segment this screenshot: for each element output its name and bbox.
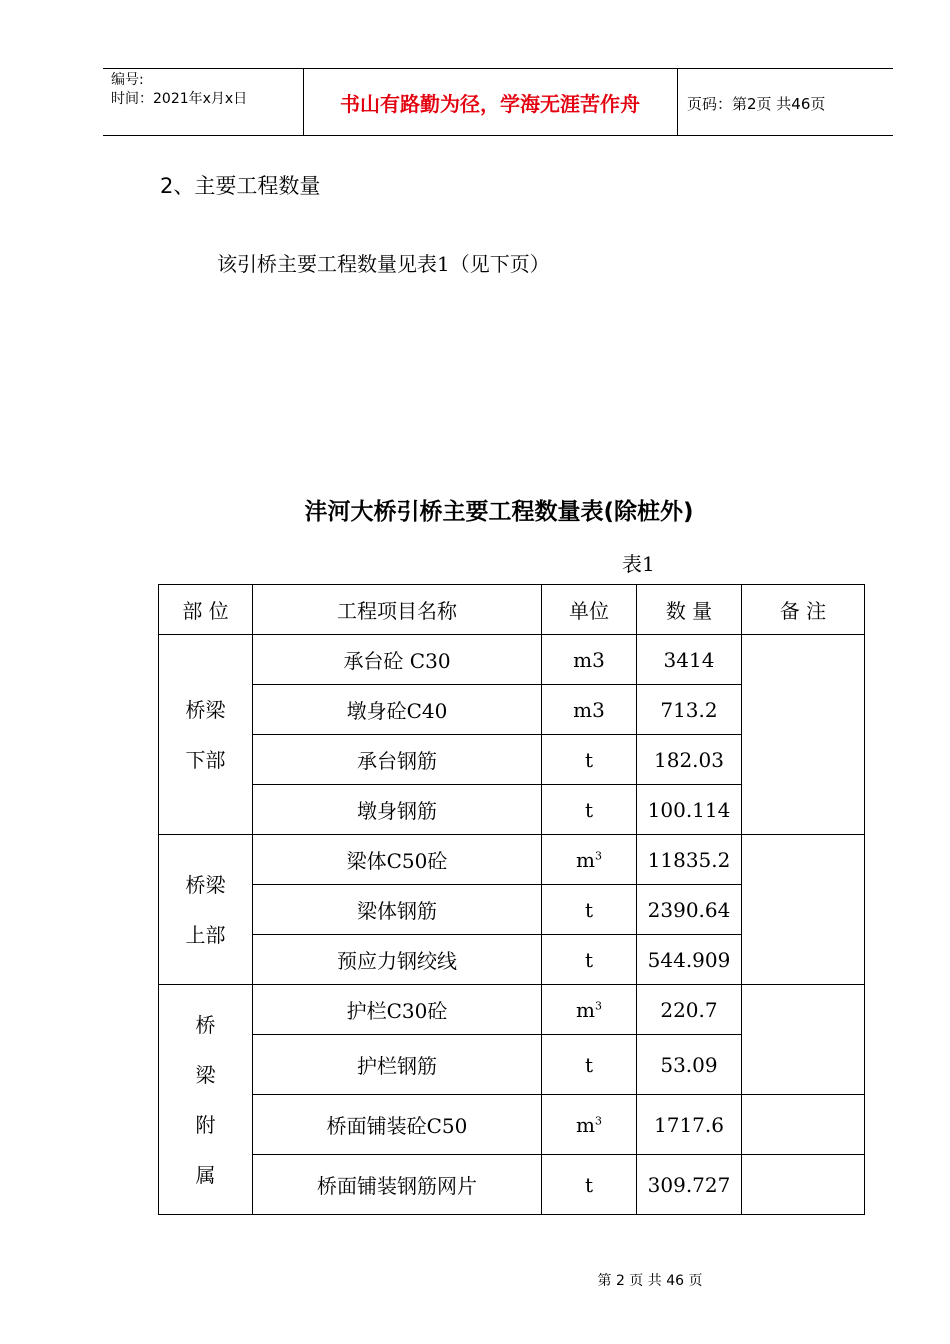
group-cell: 桥梁 下部 — [159, 635, 253, 835]
unit-cell: $m^3$ — [542, 985, 637, 1035]
qty-cell: 182.03 — [637, 735, 742, 785]
paragraph: 该引桥主要工程数量见表1（见下页） — [217, 252, 550, 276]
table-row — [159, 985, 865, 1035]
unit-cell: t — [542, 885, 637, 935]
page-header — [103, 68, 893, 136]
qty-cell: 100.114 — [637, 785, 742, 835]
column-header: 工程项目名称 — [253, 585, 542, 635]
item-cell: 墩身钢筋 — [253, 785, 542, 835]
unit-cell: t — [542, 1035, 637, 1095]
item-cell: 护栏C30砼 — [253, 985, 542, 1035]
section-title: 2、主要工程数量 — [160, 174, 321, 198]
remark-cell — [742, 1095, 865, 1155]
remark-cell — [742, 835, 865, 985]
qty-cell: 53.09 — [637, 1035, 742, 1095]
table-row — [159, 835, 865, 885]
page-footer: 第 2 页 共 46 页 — [597, 1273, 703, 1289]
group-cell: 桥梁 上部 — [159, 835, 253, 985]
unit-cell: t — [542, 735, 637, 785]
group-cell: 桥 梁 附 属 — [159, 985, 253, 1215]
table-header-row — [159, 585, 865, 635]
qty-cell: 220.7 — [637, 985, 742, 1035]
unit-cell: t — [542, 935, 637, 985]
unit-cell: t — [542, 785, 637, 835]
unit-cell: t — [542, 1155, 637, 1215]
remark-cell — [742, 635, 865, 835]
qty-cell: 713.2 — [637, 685, 742, 735]
qty-cell: 3414 — [637, 635, 742, 685]
table-row — [159, 635, 865, 685]
item-cell: 桥面铺装钢筋网片 — [253, 1155, 542, 1215]
header-divider — [677, 69, 678, 135]
column-header: 数 量 — [637, 585, 742, 635]
quantity-table — [158, 584, 865, 1215]
header-meta — [111, 71, 301, 109]
qty-cell: 11835.2 — [637, 835, 742, 885]
unit-cell: $m^3$ — [542, 1095, 637, 1155]
table-row — [159, 1155, 865, 1215]
header-page-info: 页码：第2页 共46页 — [687, 95, 826, 113]
item-cell: 预应力钢绞线 — [253, 935, 542, 985]
item-cell: 梁体C50砼 — [253, 835, 542, 885]
qty-cell: 544.909 — [637, 935, 742, 985]
column-header: 单位 — [542, 585, 637, 635]
table-row — [159, 1095, 865, 1155]
time-label: 时间：2021年x月x日 — [111, 91, 248, 107]
remark-cell — [742, 985, 865, 1095]
item-cell: 桥面铺装砼C50 — [253, 1095, 542, 1155]
remark-cell — [742, 1155, 865, 1215]
table-title: 沣河大桥引桥主要工程数量表(除桩外) — [304, 499, 694, 525]
item-cell: 梁体钢筋 — [253, 885, 542, 935]
item-cell: 护栏钢筋 — [253, 1035, 542, 1095]
table-number: 表1 — [622, 552, 655, 576]
unit-cell: m3 — [542, 685, 637, 735]
item-cell: 承台钢筋 — [253, 735, 542, 785]
column-header: 部 位 — [159, 585, 253, 635]
unit-cell: m3 — [542, 635, 637, 685]
column-header: 备 注 — [742, 585, 865, 635]
qty-cell: 2390.64 — [637, 885, 742, 935]
item-cell: 承台砼 C30 — [253, 635, 542, 685]
item-cell: 墩身砼C40 — [253, 685, 542, 735]
qty-cell: 309.727 — [637, 1155, 742, 1215]
qty-cell: 1717.6 — [637, 1095, 742, 1155]
unit-cell: $m^3$ — [542, 835, 637, 885]
header-motto: 书山有路勤为径，学海无涯苦作舟 — [340, 92, 640, 116]
code-label: 编号: — [111, 72, 144, 88]
